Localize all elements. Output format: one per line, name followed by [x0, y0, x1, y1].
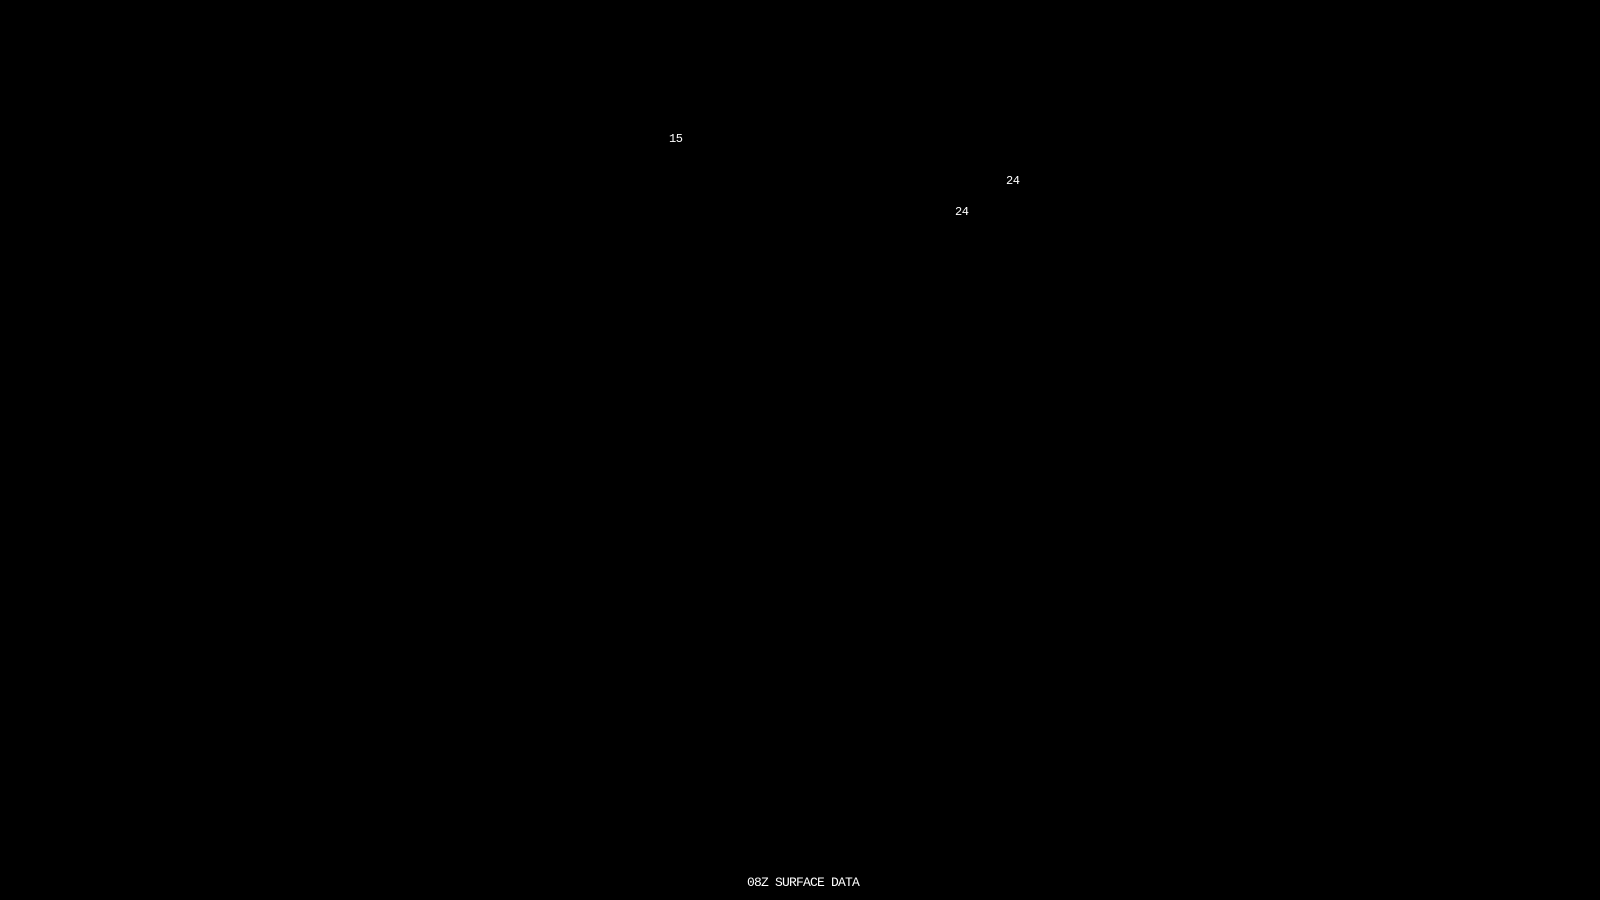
- map-caption: 08Z SURFACE DATA: [747, 875, 860, 890]
- station-value: 24: [1006, 174, 1020, 188]
- station-value: 15: [669, 132, 683, 146]
- station-value: 24: [955, 205, 969, 219]
